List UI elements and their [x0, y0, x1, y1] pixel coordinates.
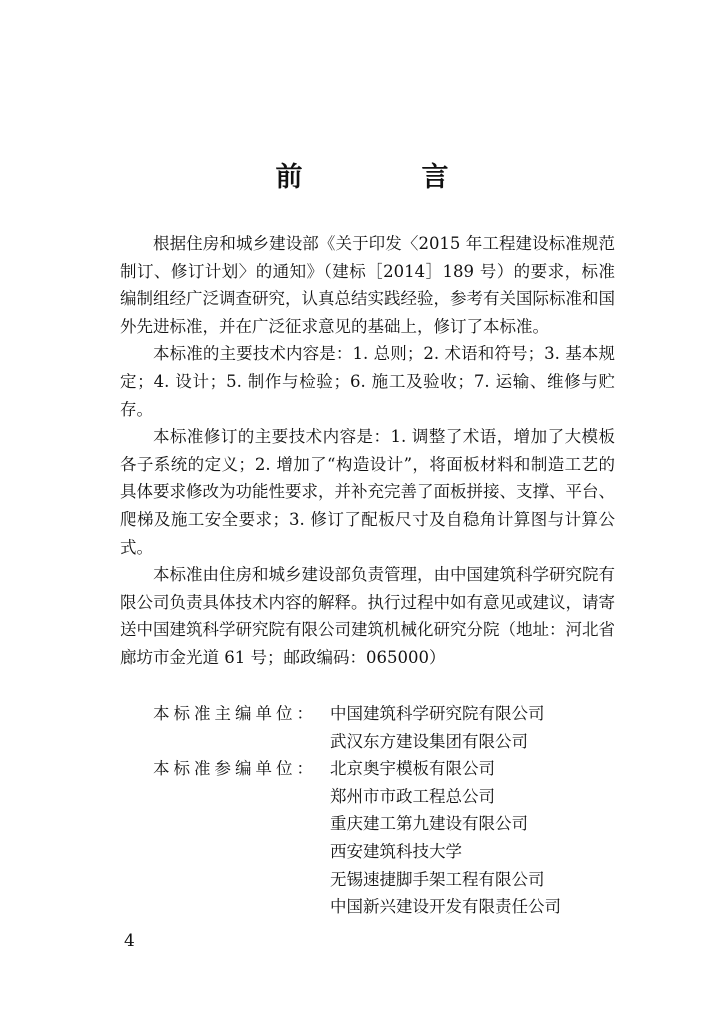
organizations-section: [120, 700, 620, 921]
page-title: 前 言: [275, 162, 495, 193]
participating-unit: 重庆建工第九建设有限公司: [330, 814, 528, 834]
paragraph-revision-contents: 本标准修订的主要技术内容是：1. 调整了术语，增加了大模板各子系统的定义；2. 增加了“构造设计”，将面板材料和制造工艺的具体要求修改为功能性要求，并补充完善了面板拼接、支撑、平台、爬梯及施工安全要求；3. 修订了配板尺寸及自稳角计算图与计算公式。: [120, 427, 615, 557]
paragraph-background: 根据住房和城乡建设部《关于印发〈2015 年工程建设标准规范制订、修订计划〉的通知》（建标［2014］189 号）的要求，标准编制组经广泛调查研究，认真总结实践经验，参考有关国际标准和国外先进标准，并在广泛征求意见的基础上，修订了本标准。: [120, 234, 615, 336]
participating-label: 本标准参编单位：: [153, 759, 317, 779]
paragraph-management: 本标准由住房和城乡建设部负责管理，由中国建筑科学研究院有限公司负责具体技术内容的解释。执行过程中如有意见或建议，请寄送中国建筑科学研究院有限公司建筑机械化研究分院（地址：河北省廊坊市金光道 61 号；邮政编码：065000）: [120, 565, 615, 667]
participating-unit: 郑州市市政工程总公司: [330, 786, 495, 806]
chief-editor-unit: 中国建筑科学研究院有限公司: [330, 704, 545, 723]
chief-editor-list: [330, 700, 545, 755]
participating-unit: 中国新兴建设开发有限责任公司: [330, 897, 561, 917]
participating-list: [330, 755, 561, 921]
participating-units: [120, 755, 620, 921]
participating-unit: 无锡速捷脚手架工程有限公司: [330, 869, 545, 889]
chief-editor-label: 本标准主编单位：: [153, 704, 317, 723]
participating-unit: 北京奥宇模板有限公司: [330, 759, 495, 779]
chief-editor-unit: 武汉东方建设集团有限公司: [330, 731, 528, 751]
chief-editor-units: [120, 700, 620, 755]
page-number: 4: [124, 931, 135, 951]
preface-body: [120, 230, 615, 672]
participating-unit: 西安建筑科技大学: [330, 841, 462, 861]
paragraph-main-contents: 本标准的主要技术内容是：1. 总则；2. 术语和符号；3. 基本规定；4. 设计；5. 制作与检验；6. 施工及验收；7. 运输、维修与贮存。: [120, 344, 615, 419]
